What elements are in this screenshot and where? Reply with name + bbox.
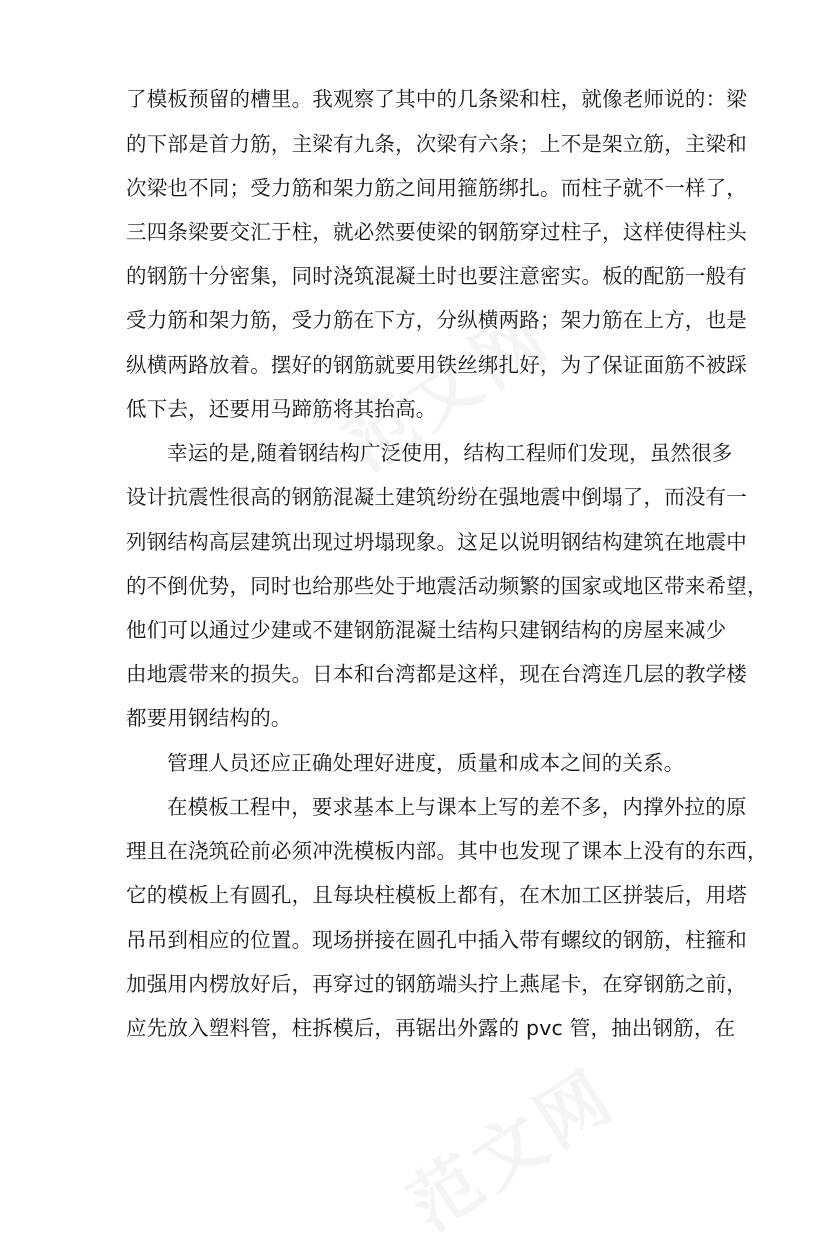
- body-line: 都要用钢结构的。: [126, 706, 292, 730]
- watermark-text-bottom: [386, 1041, 632, 1250]
- body-line: 的下部是首力筋，主梁有九条，次梁有六条；上不是架立筋，主梁和: [126, 132, 747, 156]
- body-line: 加强用内楞放好后，再穿过的钢筋端头拧上燕尾卡，在穿钢筋之前，: [126, 972, 747, 996]
- body-line: 它的模板上有圆孔，且每块柱模板上都有，在木加工区拼装后，用塔: [126, 883, 747, 907]
- body-line: 三四条梁要交汇于柱，就必然要使梁的钢筋穿过柱子，这样使得柱头: [126, 220, 747, 244]
- body-line: 的不倒优势，同时也给那些处于地震活动频繁的国家或地区带来希望，: [126, 574, 768, 598]
- body-line: 了模板预留的槽里。我观察了其中的几条梁和柱，就像老师说的：梁: [126, 87, 747, 111]
- body-line: 吊吊到相应的位置。现场拼接在圆孔中插入带有螺纹的钢筋，柱箍和: [126, 928, 747, 952]
- body-line: 应先放入塑料管，柱拆模后，再锯出外露的 pvc 管，抽出钢筋，在: [126, 1016, 736, 1040]
- body-line: 的钢筋十分密集，同时浇筑混凝土时也要注意密实。板的配筋一般有: [126, 264, 747, 288]
- body-line: 次梁也不同；受力筋和架力筋之间用箍筋绑扎。而柱子就不一样了，: [126, 176, 747, 200]
- body-line: 受力筋和架力筋，受力筋在下方，分纵横两路；架力筋在上方，也是: [126, 308, 747, 332]
- paragraph-first-line: 管理人员还应正确处理好进度，质量和成本之间的关系。: [167, 751, 685, 775]
- body-line: 低下去，还要用马蹄筋将其抬高。: [126, 397, 437, 421]
- body-line: 列钢结构高层建筑出现过坍塌现象。这足以说明钢结构建筑在地震中: [126, 530, 747, 554]
- body-line: 设计抗震性很高的钢筋混凝土建筑纷纷在强地震中倒塌了，而没有一: [126, 485, 747, 509]
- body-line: 他们可以通过少建或不建钢筋混凝土结构只建钢结构的房屋来减少: [126, 618, 727, 642]
- body-line: 纵横两路放着。摆好的钢筋就要用铁丝绑扎好，为了保证面筋不被踩: [126, 353, 747, 377]
- body-line: 由地震带来的损失。日本和台湾都是这样，现在台湾连几层的教学楼: [126, 662, 747, 686]
- paragraph-first-line: 幸运的是,随着钢结构广泛使用，结构工程师们发现，虽然很多: [167, 441, 733, 465]
- body-line: 理且在浇筑砼前必须冲洗模板内部。其中也发现了课本上没有的东西，: [126, 839, 768, 863]
- paragraph-first-line: 在模板工程中，要求基本上与课本上写的差不多，内撑外拉的原: [167, 795, 747, 819]
